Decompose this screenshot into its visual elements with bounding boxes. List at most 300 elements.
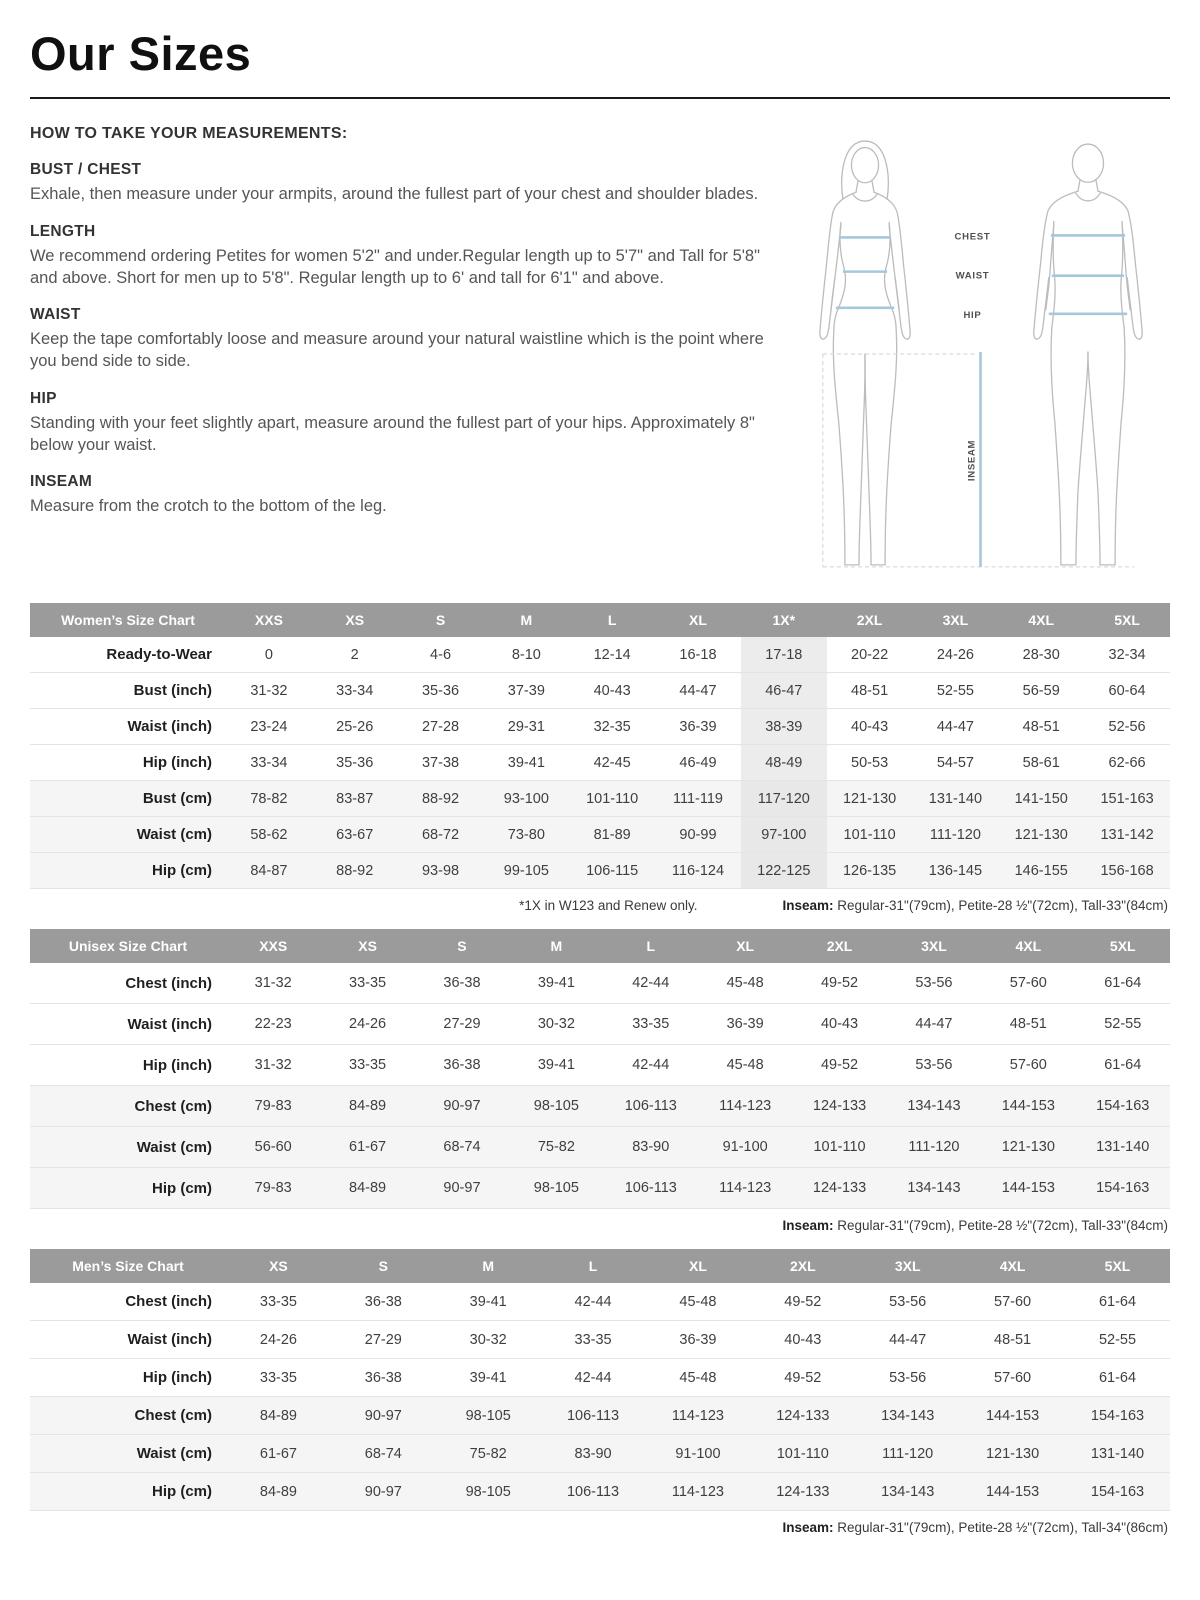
size-cell: 61-64 (1076, 963, 1170, 1004)
size-cell: 68-72 (398, 817, 484, 853)
body-measurement-illustration (785, 127, 1170, 589)
size-cell: 40-43 (750, 1321, 855, 1359)
size-cell: 36-39 (655, 709, 741, 745)
instruction-section-inseam (30, 473, 765, 518)
size-cell: 68-74 (331, 1435, 436, 1473)
size-cell: 121-130 (960, 1435, 1065, 1473)
size-cell: 33-35 (226, 1283, 331, 1321)
size-cell: 33-35 (320, 1045, 414, 1086)
size-cell: 0 (226, 637, 312, 673)
size-cell: 88-92 (398, 781, 484, 817)
size-cell: 84-89 (226, 1473, 331, 1511)
section-body: We recommend ordering Petites for women 5'2" and under.Regular length up to 5'7" and Tall for 5'8" and above. Short for men up to 5'8". Regular length up to 6' and tall for 6'1" and above. (30, 246, 760, 287)
row-label: Hip (cm) (30, 853, 226, 889)
size-cell: 29-31 (483, 709, 569, 745)
size-cell: 84-87 (226, 853, 312, 889)
size-cell: 126-135 (827, 853, 913, 889)
size-cell: 98-105 (509, 1168, 603, 1209)
size-cell: 28-30 (998, 637, 1084, 673)
size-cell: 24-26 (320, 1004, 414, 1045)
size-cell: 61-64 (1076, 1045, 1170, 1086)
size-column-header: 3XL (887, 929, 981, 963)
table-row (30, 1359, 1170, 1397)
instruction-section-hip (30, 390, 765, 457)
unisex-size-chart-section (30, 929, 1170, 1233)
size-cell: 98-105 (509, 1086, 603, 1127)
size-cell: 106-113 (604, 1168, 698, 1209)
row-label: Waist (inch) (30, 1321, 226, 1359)
size-cell: 154-163 (1065, 1397, 1170, 1435)
size-column-header: 2XL (750, 1249, 855, 1283)
size-cell: 48-51 (827, 673, 913, 709)
size-cell: 98-105 (436, 1473, 541, 1511)
unisex-size-chart-table-host (30, 929, 1170, 1209)
mens-chart-footnotes (30, 1520, 1168, 1535)
size-cell: 61-67 (320, 1127, 414, 1168)
inseam-footnote-label: Inseam: (782, 1218, 834, 1233)
size-cell: 36-38 (415, 1045, 509, 1086)
size-column-header: 5XL (1065, 1249, 1170, 1283)
size-column-header: XL (655, 603, 741, 637)
size-cell: 27-29 (331, 1321, 436, 1359)
size-cell: 38-39 (741, 709, 827, 745)
size-cell: 48-49 (741, 745, 827, 781)
section-body: Exhale, then measure under your armpits, around the fullest part of your chest and shoulder blades. (30, 185, 759, 203)
size-cell: 39-41 (436, 1283, 541, 1321)
size-cell: 141-150 (998, 781, 1084, 817)
size-cell: 42-44 (604, 963, 698, 1004)
size-cell: 84-89 (226, 1397, 331, 1435)
size-cell: 83-90 (541, 1435, 646, 1473)
size-cell: 114-123 (698, 1168, 792, 1209)
size-column-header: M (509, 929, 603, 963)
size-cell: 101-110 (750, 1435, 855, 1473)
size-cell: 154-163 (1076, 1086, 1170, 1127)
size-cell: 93-98 (398, 853, 484, 889)
title-divider (30, 97, 1170, 99)
size-column-header: XS (312, 603, 398, 637)
inseam-footnote-text: Regular-31"(79cm), Petite-28 ½"(72cm), Tall-33"(84cm) (833, 898, 1168, 913)
size-cell: 84-89 (320, 1168, 414, 1209)
size-table (30, 1249, 1170, 1511)
size-cell: 31-32 (226, 673, 312, 709)
size-cell: 78-82 (226, 781, 312, 817)
size-cell: 45-48 (698, 963, 792, 1004)
table-row (30, 781, 1170, 817)
row-label: Waist (inch) (30, 709, 226, 745)
row-label: Chest (cm) (30, 1397, 226, 1435)
size-cell: 97-100 (741, 817, 827, 853)
row-label: Chest (cm) (30, 1086, 226, 1127)
size-cell: 36-39 (646, 1321, 751, 1359)
size-cell: 124-133 (792, 1168, 886, 1209)
size-cell: 57-60 (960, 1359, 1065, 1397)
row-label: Hip (cm) (30, 1168, 226, 1209)
measurement-instructions (30, 125, 775, 589)
section-title: INSEAM (30, 473, 93, 491)
size-cell: 90-97 (331, 1473, 436, 1511)
size-cell: 40-43 (792, 1004, 886, 1045)
row-label: Waist (inch) (30, 1004, 226, 1045)
size-cell: 131-140 (1076, 1127, 1170, 1168)
measurement-guide-area (30, 125, 1170, 589)
size-cell: 45-48 (698, 1045, 792, 1086)
size-cell: 22-23 (226, 1004, 320, 1045)
size-cell: 36-38 (415, 963, 509, 1004)
table-header-row (30, 1249, 1170, 1283)
size-cell: 73-80 (483, 817, 569, 853)
size-cell: 58-61 (998, 745, 1084, 781)
size-cell: 134-143 (887, 1086, 981, 1127)
size-cell: 39-41 (509, 1045, 603, 1086)
row-label: Waist (cm) (30, 817, 226, 853)
table-row (30, 673, 1170, 709)
size-cell: 39-41 (436, 1359, 541, 1397)
table-row (30, 709, 1170, 745)
size-cell: 48-51 (981, 1004, 1075, 1045)
size-column-header: 2XL (827, 603, 913, 637)
size-cell: 33-35 (226, 1359, 331, 1397)
size-cell: 50-53 (827, 745, 913, 781)
size-cell: 111-120 (913, 817, 999, 853)
size-cell: 27-28 (398, 709, 484, 745)
size-cell: 154-163 (1076, 1168, 1170, 1209)
section-title: WAIST (30, 306, 81, 324)
size-column-header: S (415, 929, 509, 963)
size-cell: 44-47 (913, 709, 999, 745)
size-cell: 58-62 (226, 817, 312, 853)
size-column-header: XS (226, 1249, 331, 1283)
row-label: Hip (inch) (30, 745, 226, 781)
inseam-footnote-label: Inseam: (782, 1520, 834, 1535)
size-cell: 154-163 (1065, 1473, 1170, 1511)
table-row (30, 637, 1170, 673)
size-cell: 46-47 (741, 673, 827, 709)
section-title: HIP (30, 389, 57, 407)
size-column-header: XL (698, 929, 792, 963)
size-cell: 53-56 (887, 963, 981, 1004)
size-column-header: L (604, 929, 698, 963)
size-cell: 31-32 (226, 1045, 320, 1086)
size-cell: 121-130 (998, 817, 1084, 853)
size-column-header: 5XL (1076, 929, 1170, 963)
size-cell: 136-145 (913, 853, 999, 889)
size-cell: 33-35 (541, 1321, 646, 1359)
size-cell: 116-124 (655, 853, 741, 889)
size-column-header: 4XL (960, 1249, 1065, 1283)
size-cell: 61-64 (1065, 1359, 1170, 1397)
size-cell: 2 (312, 637, 398, 673)
size-cell: 131-140 (1065, 1435, 1170, 1473)
size-cell: 53-56 (855, 1359, 960, 1397)
table-header-row (30, 603, 1170, 637)
row-label: Waist (cm) (30, 1127, 226, 1168)
row-label: Bust (cm) (30, 781, 226, 817)
size-cell: 75-82 (436, 1435, 541, 1473)
size-cell: 75-82 (509, 1127, 603, 1168)
size-cell: 33-34 (226, 745, 312, 781)
size-cell: 83-87 (312, 781, 398, 817)
size-cell: 122-125 (741, 853, 827, 889)
size-cell: 20-22 (827, 637, 913, 673)
size-cell: 61-67 (226, 1435, 331, 1473)
table-row (30, 1321, 1170, 1359)
size-cell: 27-29 (415, 1004, 509, 1045)
size-cell: 49-52 (792, 963, 886, 1004)
section-title: BUST / CHEST (30, 161, 142, 178)
inseam-footnote-text: Regular-31"(79cm), Petite-28 ½"(72cm), Tall-33"(84cm) (833, 1218, 1168, 1233)
table-row (30, 1397, 1170, 1435)
size-cell: 98-105 (436, 1397, 541, 1435)
row-label: Waist (cm) (30, 1435, 226, 1473)
instruction-section-bust-chest (30, 161, 765, 206)
measurement-lines (836, 235, 1127, 566)
size-cell: 81-89 (569, 817, 655, 853)
row-label: Bust (inch) (30, 673, 226, 709)
size-cell: 144-153 (960, 1397, 1065, 1435)
size-cell: 33-35 (604, 1004, 698, 1045)
size-column-header: 3XL (855, 1249, 960, 1283)
table-title: Unisex Size Chart (30, 929, 226, 963)
size-cell: 134-143 (855, 1397, 960, 1435)
size-cell: 90-99 (655, 817, 741, 853)
size-cell: 44-47 (887, 1004, 981, 1045)
size-column-header: L (569, 603, 655, 637)
section-body: Standing with your feet slightly apart, measure around the fullest part of your hips. Approximately 8" below your waist. (30, 413, 755, 454)
size-cell: 84-89 (320, 1086, 414, 1127)
size-cell: 106-113 (541, 1473, 646, 1511)
size-cell: 93-100 (483, 781, 569, 817)
size-cell: 121-130 (827, 781, 913, 817)
size-cell: 111-119 (655, 781, 741, 817)
size-cell: 49-52 (750, 1359, 855, 1397)
size-cell: 24-26 (913, 637, 999, 673)
size-cell: 42-44 (541, 1359, 646, 1397)
row-label: Hip (inch) (30, 1359, 226, 1397)
table-title: Men’s Size Chart (30, 1249, 226, 1283)
mens-size-chart-table-host (30, 1249, 1170, 1511)
size-cell: 90-97 (415, 1168, 509, 1209)
dashed-guide-lines (823, 354, 1134, 567)
female-figure (820, 141, 910, 565)
size-cell: 156-168 (1084, 853, 1170, 889)
row-label: Hip (inch) (30, 1045, 226, 1086)
size-cell: 63-67 (312, 817, 398, 853)
size-cell: 36-38 (331, 1359, 436, 1397)
section-body: Keep the tape comfortably loose and measure around your natural waistline which is the point where you bend side to side. (30, 330, 764, 371)
waist-label: WAIST (955, 270, 990, 282)
size-cell: 30-32 (509, 1004, 603, 1045)
size-cell: 91-100 (646, 1435, 751, 1473)
table-title: Women’s Size Chart (30, 603, 226, 637)
size-cell: 114-123 (698, 1086, 792, 1127)
size-cell: 79-83 (226, 1168, 320, 1209)
size-cell: 134-143 (855, 1473, 960, 1511)
inseam-footnote-label: Inseam: (782, 898, 834, 913)
size-cell: 17-18 (741, 637, 827, 673)
inseam-label: INSEAM (966, 439, 978, 482)
table-row (30, 853, 1170, 889)
hip-label: HIP (963, 309, 982, 321)
size-column-header: 1X* (741, 603, 827, 637)
size-cell: 101-110 (827, 817, 913, 853)
size-cell: 49-52 (792, 1045, 886, 1086)
size-cell: 35-36 (312, 745, 398, 781)
size-cell: 40-43 (569, 673, 655, 709)
size-cell: 31-32 (226, 963, 320, 1004)
size-cell: 42-45 (569, 745, 655, 781)
table-row (30, 1127, 1170, 1168)
size-column-header: 4XL (981, 929, 1075, 963)
size-cell: 52-55 (913, 673, 999, 709)
size-column-header: XL (646, 1249, 751, 1283)
size-cell: 111-120 (855, 1435, 960, 1473)
size-cell: 12-14 (569, 637, 655, 673)
size-cell: 90-97 (331, 1397, 436, 1435)
size-cell: 42-44 (541, 1283, 646, 1321)
size-cell: 99-105 (483, 853, 569, 889)
size-cell: 45-48 (646, 1283, 751, 1321)
size-cell: 91-100 (698, 1127, 792, 1168)
size-column-header: 3XL (913, 603, 999, 637)
size-cell: 35-36 (398, 673, 484, 709)
size-cell: 56-60 (226, 1127, 320, 1168)
womens-chart-footnotes (30, 898, 1168, 913)
size-cell: 111-120 (887, 1127, 981, 1168)
chest-label: CHEST (954, 231, 991, 243)
size-cell: 24-26 (226, 1321, 331, 1359)
mens-size-chart-section (30, 1249, 1170, 1535)
size-cell: 83-90 (604, 1127, 698, 1168)
measurement-diagram (775, 125, 1170, 589)
size-cell: 54-57 (913, 745, 999, 781)
table-row (30, 1045, 1170, 1086)
size-cell: 61-64 (1065, 1283, 1170, 1321)
size-cell: 106-113 (541, 1397, 646, 1435)
instruction-section-waist (30, 306, 765, 373)
size-cell: 151-163 (1084, 781, 1170, 817)
size-cell: 53-56 (855, 1283, 960, 1321)
size-cell: 36-39 (698, 1004, 792, 1045)
table-row (30, 1283, 1170, 1321)
size-cell: 124-133 (750, 1473, 855, 1511)
size-column-header: S (398, 603, 484, 637)
size-column-header: XS (320, 929, 414, 963)
size-cell: 90-97 (415, 1086, 509, 1127)
size-cell: 32-34 (1084, 637, 1170, 673)
size-cell: 60-64 (1084, 673, 1170, 709)
size-cell: 33-34 (312, 673, 398, 709)
size-cell: 101-110 (792, 1127, 886, 1168)
size-cell: 57-60 (981, 963, 1075, 1004)
size-cell: 53-56 (887, 1045, 981, 1086)
size-column-header: 4XL (998, 603, 1084, 637)
size-cell: 79-83 (226, 1086, 320, 1127)
row-label: Hip (cm) (30, 1473, 226, 1511)
size-cell: 56-59 (998, 673, 1084, 709)
size-cell: 52-55 (1076, 1004, 1170, 1045)
instructions-heading: HOW TO TAKE YOUR MEASUREMENTS: (30, 125, 348, 142)
table-row (30, 1168, 1170, 1209)
size-cell: 124-133 (792, 1086, 886, 1127)
size-column-header: 5XL (1084, 603, 1170, 637)
size-cell: 106-115 (569, 853, 655, 889)
unisex-chart-footnotes (30, 1218, 1168, 1233)
size-table (30, 929, 1170, 1209)
size-cell: 46-49 (655, 745, 741, 781)
size-cell: 117-120 (741, 781, 827, 817)
size-cell: 44-47 (855, 1321, 960, 1359)
size-cell: 101-110 (569, 781, 655, 817)
size-cell: 88-92 (312, 853, 398, 889)
size-cell: 131-140 (913, 781, 999, 817)
page-title: Our Sizes (30, 27, 252, 80)
size-cell: 37-38 (398, 745, 484, 781)
size-cell: 121-130 (981, 1127, 1075, 1168)
size-cell: 114-123 (646, 1397, 751, 1435)
size-cell: 39-41 (509, 963, 603, 1004)
size-cell: 124-133 (750, 1397, 855, 1435)
size-cell: 48-51 (998, 709, 1084, 745)
womens-size-chart-section (30, 603, 1170, 913)
size-cell: 40-43 (827, 709, 913, 745)
womens-size-chart-table-host (30, 603, 1170, 889)
footnote-inseam (782, 1520, 1168, 1535)
size-cell: 16-18 (655, 637, 741, 673)
size-cell: 57-60 (960, 1283, 1065, 1321)
size-cell: 25-26 (312, 709, 398, 745)
size-cell: 36-38 (331, 1283, 436, 1321)
size-cell: 144-153 (981, 1086, 1075, 1127)
size-cell: 37-39 (483, 673, 569, 709)
size-cell: 52-55 (1065, 1321, 1170, 1359)
table-row (30, 1086, 1170, 1127)
size-cell: 144-153 (981, 1168, 1075, 1209)
size-column-header: S (331, 1249, 436, 1283)
size-column-header: L (541, 1249, 646, 1283)
table-row (30, 963, 1170, 1004)
size-column-header: XXS (226, 603, 312, 637)
table-row (30, 745, 1170, 781)
table-row (30, 1004, 1170, 1045)
size-cell: 57-60 (981, 1045, 1075, 1086)
footnote-1x-note: *1X in W123 and Renew only. (519, 898, 698, 913)
size-cell: 106-113 (604, 1086, 698, 1127)
size-cell: 42-44 (604, 1045, 698, 1086)
instruction-section-length (30, 223, 765, 290)
row-label: Chest (inch) (30, 963, 226, 1004)
size-cell: 62-66 (1084, 745, 1170, 781)
size-cell: 30-32 (436, 1321, 541, 1359)
size-column-header: 2XL (792, 929, 886, 963)
size-cell: 45-48 (646, 1359, 751, 1397)
size-cell: 23-24 (226, 709, 312, 745)
size-cell: 48-51 (960, 1321, 1065, 1359)
table-row (30, 817, 1170, 853)
size-cell: 4-6 (398, 637, 484, 673)
size-cell: 146-155 (998, 853, 1084, 889)
row-label: Ready-to-Wear (30, 637, 226, 673)
size-table (30, 603, 1170, 889)
section-body: Measure from the crotch to the bottom of the leg. (30, 497, 387, 516)
size-cell: 32-35 (569, 709, 655, 745)
size-cell: 131-142 (1084, 817, 1170, 853)
male-figure (1034, 144, 1142, 565)
size-cell: 33-35 (320, 963, 414, 1004)
row-label: Chest (inch) (30, 1283, 226, 1321)
section-title: LENGTH (30, 222, 96, 240)
table-row (30, 1435, 1170, 1473)
